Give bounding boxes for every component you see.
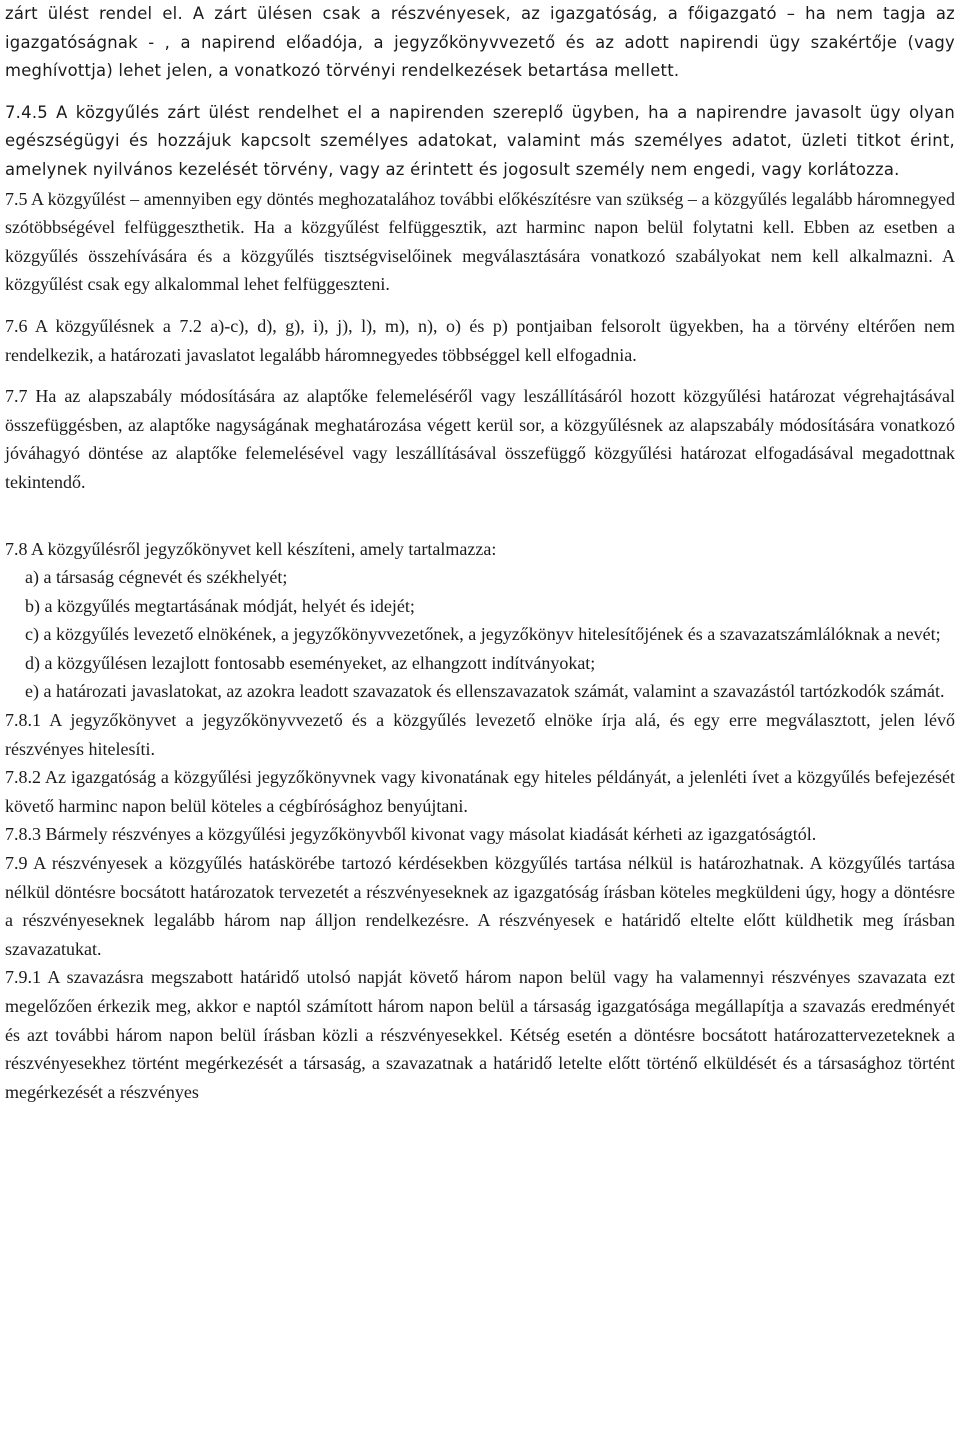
list-item-7-8-e: e) a határozati javaslatokat, az azokra leadott szavazatok és ellenszavazatok számát, valamint a szavazástól tartózkodók számát. <box>25 681 945 702</box>
document-page <box>5 0 955 1106</box>
paragraph-7-9-1: 7.9.1 A szavazásra megszabott határidő utolsó napját követő három napon belül vagy ha valamennyi részvényes szavazata ezt megelőzően érkezik meg, akkor e naptól számított három napon belül a társaság igazgatósága megállapítja a szavazás eredményét és azt további három napon belül írásban közli a részvényesekkel. Kétség esetén a döntésre bocsátott határozattervezeteknek a részvényesekhez történt megérkezését a társaság, a szavazatnak a határidő letelte előtt történő elküldését és a társasághoz történt megérkezését a részvényes <box>5 967 955 1102</box>
paragraph-7-9: 7.9 A részvényesek a közgyűlés hatáskörébe tartozó kérdésekben közgyűlés tartása nélkül is határozhatnak. A közgyűlés tartása nélkül döntésre bocsátott határozatok tervezetét a részvényeseknek az igazgatóság írásban köteles megküldeni úgy, hogy a döntésre a részvényeseknek legalább három nap álljon rendelkezésre. A részvényesek e határidő eltelte előtt küldhetik meg írásban szavazatukat. <box>5 853 955 959</box>
paragraph-closed-session-continuation: zárt ülést rendel el. A zárt ülésen csak a részvényesek, az igazgatóság, a főigazgató – ha nem tagja az igazgatóságnak - , a napirend előadója, a jegyzőkönyvvezető és az adott napirendi ügy szakértője (vagy meghívottja) lehet jelen, a vonatkozó törvényi rendelkezések betartása mellett. <box>5 4 955 81</box>
list-item-7-8-c: c) a közgyűlés levezető elnökének, a jegyzőkönyvvezetőnek, a jegyzőkönyv hitelesítőjének és a szavazatszámlálóknak a nevét; <box>25 624 941 645</box>
list-item-7-8-b: b) a közgyűlés megtartásának módját, helyét és idejét; <box>25 595 415 616</box>
paragraph-7-5: 7.5 A közgyűlést – amennyiben egy döntés meghozatalához további előkészítésre van szükség – a közgyűlés legalább háromnegyed szótöbbségével felfüggeszthetik. Ha a közgyűlést felfüggesztik, azt harminc napon belül folytatni kell. Ebben az esetben a közgyűlés összehívására és a közgyűlés tisztségviselőinek megválasztására vonatkozó szabályokat nem kell alkalmazni. A közgyűlést csak egy alkalommal lehet felfüggeszteni. <box>5 188 955 295</box>
paragraph-7-8-2: 7.8.2 Az igazgatóság a közgyűlési jegyzőkönyvnek vagy kivonatának egy hiteles példányát, a jelenléti ívet a közgyűlés befejezését követő harminc napon belül köteles a cégbírósághoz benyújtani. <box>5 767 955 816</box>
paragraph-7-4-5: 7.4.5 A közgyűlés zárt ülést rendelhet el a napirenden szereplő ügyben, ha a napirendre javasolt ügy olyan egészségügyi és hozzájuk kapcsolt személyes adatokat, valamint más személyes adatot, üzleti titkot érint, amelynek nyilvános kezelését törvény, vagy az érintett és jogosult személy nem engedi, vagy korlátozza. <box>5 102 955 179</box>
paragraph-7-8-3: 7.8.3 Bármely részvényes a közgyűlési jegyzőkönyvből kivonat vagy másolat kiadását kérheti az igazgatóságtól. <box>5 824 817 845</box>
paragraph-7-7: 7.7 Ha az alapszabály módosítására az alaptőke felemeléséről vagy leszállításáról hozott közgyűlési határozat végrehajtásával összefüggésben, az alaptőke nagyságának meghatározása végett kerül sor, a közgyűlésnek az alapszabály módosítására vonatkozó jóváhagyó döntése az alaptőke felemelésével vagy leszállításával összefüggő közgyűlési határozat elfogadásával megadottnak tekintendő. <box>5 386 955 492</box>
paragraph-7-8-1: 7.8.1 A jegyzőkönyvet a jegyzőkönyvvezető és a közgyűlés levezető elnöke írja alá, és egy erre megválasztott, jelen lévő részvényes hitelesíti. <box>5 710 955 759</box>
list-item-7-8-a: a) a társaság cégnevét és székhelyét; <box>25 567 288 588</box>
list-item-7-8-d: d) a közgyűlésen lezajlott fontosabb eseményeket, az elhangzott indítványokat; <box>25 652 596 673</box>
paragraph-7-8: 7.8 A közgyűlésről jegyzőkönyvet kell készíteni, amely tartalmazza: <box>5 538 497 559</box>
paragraph-7-6: 7.6 A közgyűlésnek a 7.2 a)-c), d), g), i), j), l), m), n), o) és p) pontjaiban felsorolt ügyekben, ha a törvény eltérően nem rendelkezik, a határozati javaslatot legalább háromnegyedes többséggel kell elfogadnia. <box>5 315 955 365</box>
